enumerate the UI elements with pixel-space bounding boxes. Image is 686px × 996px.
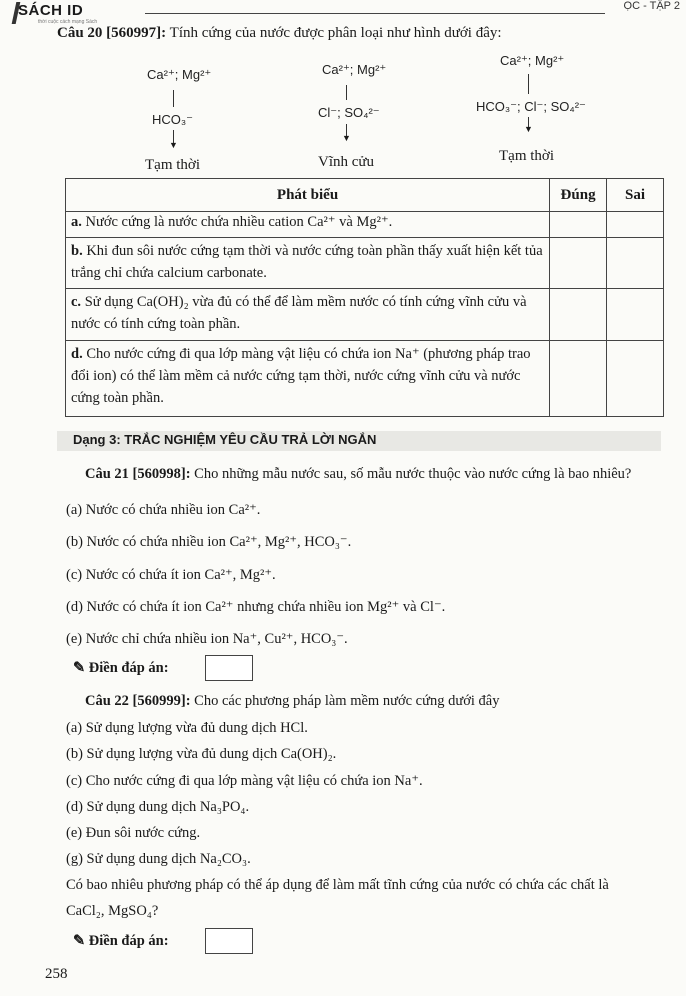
table-row xyxy=(66,238,664,289)
diagram-col1-arrow-icon: ▼ xyxy=(169,140,178,150)
q20-title: Câu 20 [560997]: xyxy=(57,25,167,41)
q22-answer-input[interactable] xyxy=(205,928,253,954)
q22-title: Câu 22 [560999]: xyxy=(85,693,191,709)
list-item: (b) Nước có chứa nhiều ion Ca²⁺, Mg²⁺, HCO₃⁻. xyxy=(66,534,352,550)
diagram-col2-cations: Ca²⁺; Mg²⁺ xyxy=(322,62,387,77)
answer-label-text: Điền đáp án: xyxy=(88,933,169,949)
row-a-false-cell[interactable] xyxy=(607,212,664,238)
row-a-statement xyxy=(66,212,550,238)
row-key: a. xyxy=(71,214,82,230)
diagram-col1-anions: HCO₃⁻ xyxy=(152,112,194,127)
row-d-false-cell[interactable] xyxy=(607,341,664,417)
q21-text: Cho những mẫu nước sau, số mẫu nước thuộc vào nước cứng là bao nhiêu? xyxy=(194,466,632,482)
diagram-col2-arrow-icon: ▼ xyxy=(342,133,351,143)
diagram-col1-label: Tạm thời xyxy=(145,157,201,173)
row-text: Nước cứng là nước chứa nhiều cation Ca²⁺ và Mg²⁺. xyxy=(85,214,393,230)
row-text: Khi đun sôi nước cứng tạm thời và nước cứng toàn phần thấy xuất hiện kết tủa trắng chỉ chứa calcium carbonate. xyxy=(71,243,543,281)
row-text: Cho nước cứng đi qua lớp màng vật liệu có chứa ion Na⁺ (phương pháp trao đổi ion) có thể làm mềm cả nước cứng tạm thời, nước cứng vĩnh cửu và nước cứng toàn phần. xyxy=(71,346,531,406)
row-a-true-cell[interactable] xyxy=(550,212,607,238)
diagram-col3-label: Tạm thời xyxy=(499,148,555,164)
q20-heading xyxy=(57,25,502,42)
list-item: (a) Sử dụng lượng vừa đủ dung dịch HCl. xyxy=(66,720,308,736)
diagram-col3-arrow-icon: ▼ xyxy=(524,124,533,134)
row-key: d. xyxy=(71,346,83,362)
diagram-col2-label: Vĩnh cửu xyxy=(318,154,375,170)
list-item: (e) Nước chỉ chứa nhiều ion Na⁺, Cu²⁺, HCO₃⁻. xyxy=(66,631,348,647)
diagram-col2-connector xyxy=(346,85,347,100)
table-row xyxy=(66,289,664,341)
q22-question-line2: CaCl₂, MgSO₄? xyxy=(66,903,159,919)
row-d-statement xyxy=(66,341,550,417)
table-header-row xyxy=(66,179,664,212)
row-c-false-cell[interactable] xyxy=(607,289,664,341)
diagram-col1-cations: Ca²⁺; Mg²⁺ xyxy=(147,67,212,82)
list-item: (c) Cho nước cứng đi qua lớp màng vật liệu có chứa ion Na⁺. xyxy=(66,773,423,789)
q21-title: Câu 21 [560998]: xyxy=(85,466,191,482)
q21-answer-input[interactable] xyxy=(205,655,253,681)
q20-text: Tính cứng của nước được phân loại như hình dưới đây: xyxy=(169,25,502,41)
diagram-col1-connector xyxy=(173,90,174,107)
row-b-statement xyxy=(66,238,550,289)
header-true: Đúng xyxy=(550,179,607,212)
brand-tagline: thời cuộc cách mạng Sách xyxy=(38,19,98,25)
header-statement: Phát biểu xyxy=(66,179,550,212)
list-item: (g) Sử dụng dung dịch Na₂CO₃. xyxy=(66,851,251,867)
list-item: (b) Sử dụng lượng vừa đủ dung dịch Ca(OH)₂. xyxy=(66,746,337,762)
list-item: (d) Nước có chứa ít ion Ca²⁺ nhưng chứa nhiều ion Mg²⁺ và Cl⁻. xyxy=(66,599,446,615)
row-key: b. xyxy=(71,243,83,259)
header-book-title: ỌC - TẬP 2 xyxy=(623,0,680,12)
q22-question-line1: Có bao nhiêu phương pháp có thể áp dụng để làm mất tĩnh cứng của nước có chứa các chất là xyxy=(66,877,609,893)
list-item: (a) Nước có chứa nhiều ion Ca²⁺. xyxy=(66,502,261,518)
table-row xyxy=(66,212,664,238)
answer-label-text: Điền đáp án: xyxy=(88,660,169,676)
brand-name: SÁCH ID xyxy=(18,2,84,19)
row-c-statement xyxy=(66,289,550,341)
table-row xyxy=(66,341,664,417)
q21-answer-label xyxy=(73,660,169,677)
list-item: (c) Nước có chứa ít ion Ca²⁺, Mg²⁺. xyxy=(66,567,276,583)
q21-heading xyxy=(85,466,631,483)
list-item: (e) Đun sôi nước cứng. xyxy=(66,825,201,841)
row-b-true-cell[interactable] xyxy=(550,238,607,289)
pencil-icon: ✎ xyxy=(73,660,86,676)
diagram-col3-anions: HCO₃⁻; Cl⁻; SO₄²⁻ xyxy=(476,99,586,114)
q22-heading xyxy=(85,693,499,710)
section-title: Dạng 3: TRẮC NGHIỆM YÊU CẦU TRẢ LỜI NGẮN xyxy=(73,432,377,447)
header-rule xyxy=(145,13,605,14)
row-c-true-cell[interactable] xyxy=(550,289,607,341)
row-text: Sử dụng Ca(OH)₂ vừa đủ có thể để làm mềm nước có tính cứng vĩnh cửu và nước có tính cứng toàn phần. xyxy=(71,294,527,332)
statement-table xyxy=(65,178,664,417)
diagram-col3-connector xyxy=(528,74,529,94)
row-d-true-cell[interactable] xyxy=(550,341,607,417)
row-key: c. xyxy=(71,294,82,310)
pencil-icon: ✎ xyxy=(73,933,86,949)
list-item: (d) Sử dụng dung dịch Na₃PO₄. xyxy=(66,799,250,815)
page-number: 258 xyxy=(45,966,68,982)
q22-answer-label xyxy=(73,933,169,950)
q22-text: Cho các phương pháp làm mềm nước cứng dưới đây xyxy=(194,693,500,709)
row-b-false-cell[interactable] xyxy=(607,238,664,289)
diagram-col2-anions: Cl⁻; SO₄²⁻ xyxy=(318,105,380,120)
diagram-col3-cations: Ca²⁺; Mg²⁺ xyxy=(500,53,565,68)
section-banner xyxy=(57,431,661,451)
header-false: Sai xyxy=(607,179,664,212)
